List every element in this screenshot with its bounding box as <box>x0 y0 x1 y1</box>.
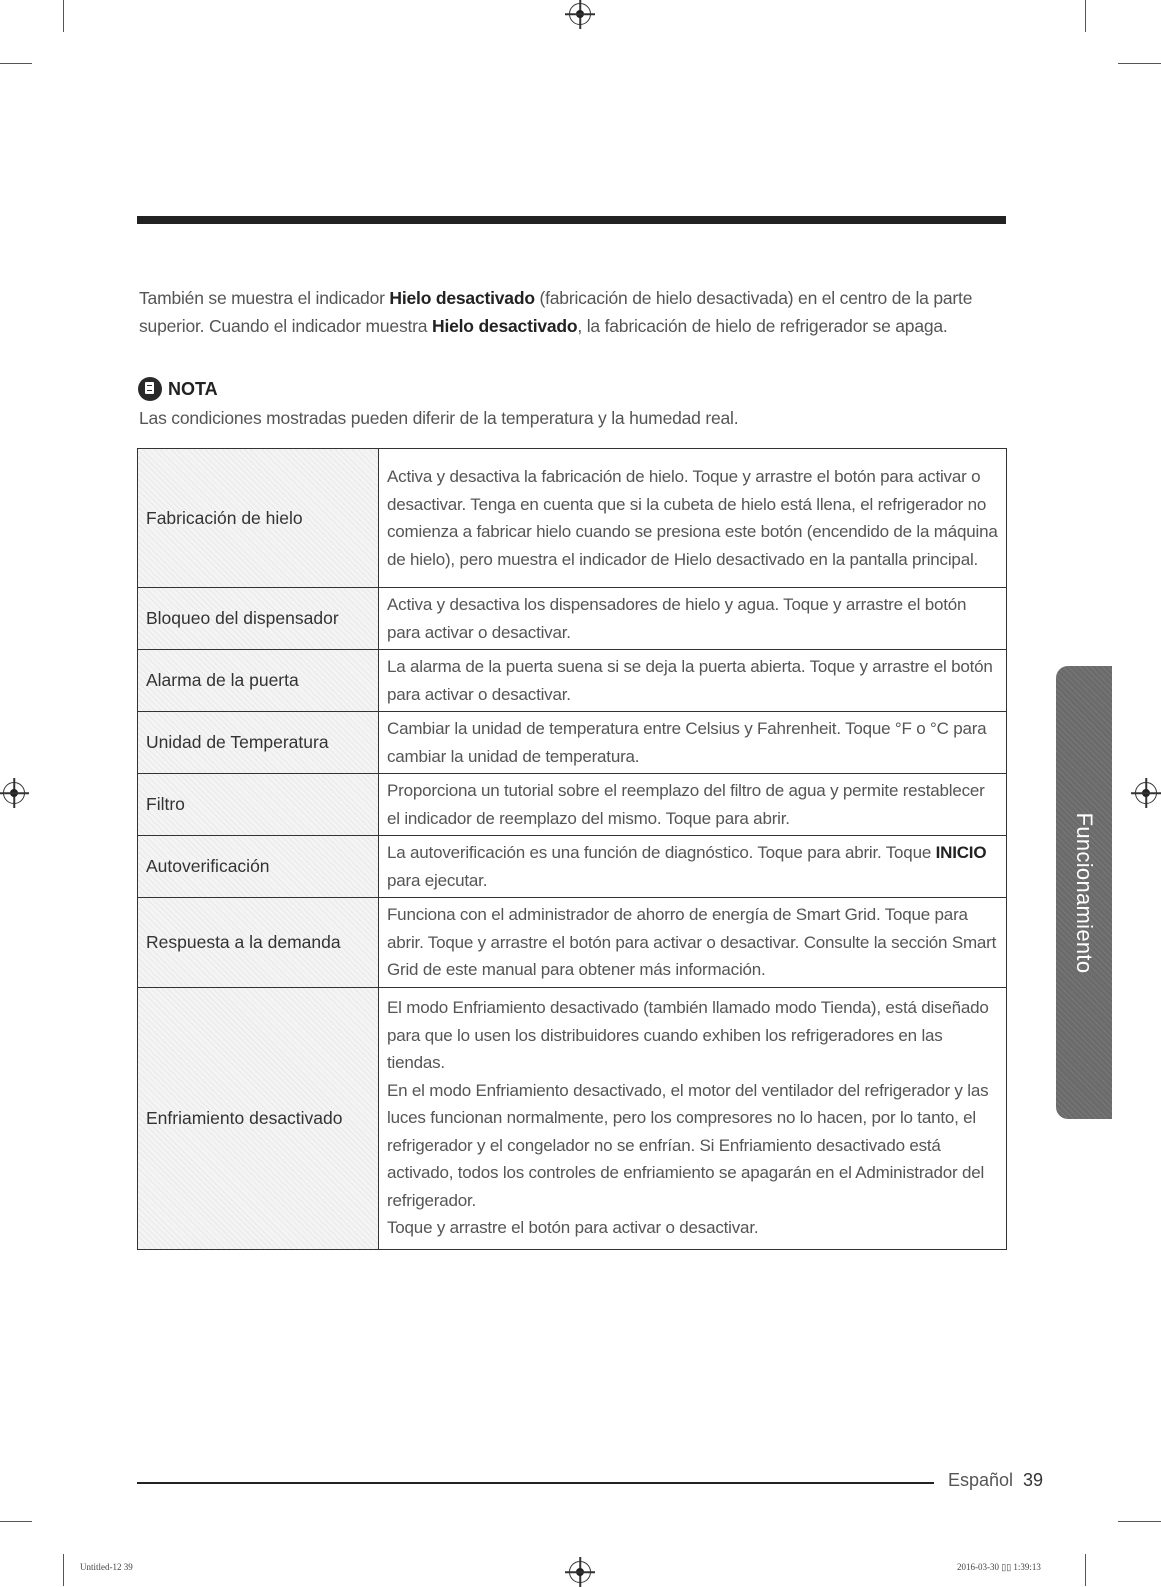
footer-language: Español <box>948 1470 1014 1490</box>
intro-text: , la fabricación de hielo de refrigerador se apaga. <box>577 316 948 336</box>
feature-description-paragraph: En el modo Enfriamiento desactivado, el motor del ventilador del refrigerador y las luces funcionan normalmente, pero los compresores no lo hacen, por lo tanto, el refrigerador y el congelador no se enfrían. Si Enfriamiento desactivado está activado, todos los controles de enfriamiento se apagarán en el Administrador del refrigerador. <box>387 1080 989 1210</box>
feature-description: Funciona con el administrador de ahorro de energía de Smart Grid. Toque para abrir. Toque y arrastre el botón para activar o desactivar. Consulte la sección Smart Grid de este manual para obtener más información. <box>379 898 1007 988</box>
intro-text: También se muestra el indicador <box>139 288 390 308</box>
feature-description <box>379 836 1007 898</box>
note-label: NOTA <box>168 378 218 399</box>
feature-name: Fabricación de hielo <box>138 449 379 588</box>
section-top-bar <box>137 216 1006 224</box>
crop-mark <box>1118 63 1161 64</box>
feature-description-text: La autoverificación es una función de diagnóstico. Toque para abrir. Toque <box>387 843 936 862</box>
feature-description: Proporciona un tutorial sobre el reemplazo del filtro de agua y permite restablecer el indicador de reemplazo del mismo. Toque para abrir. <box>379 774 1007 836</box>
crop-mark <box>63 0 64 32</box>
feature-description-paragraph: El modo Enfriamiento desactivado (también llamado modo Tienda), está diseñado para que lo usen los distribuidores cuando exhiben los refrigeradores en las tiendas. <box>387 998 989 1073</box>
crop-mark <box>1085 0 1086 32</box>
feature-table <box>137 448 1007 1250</box>
table-row <box>138 712 1007 774</box>
table-row <box>138 987 1007 1249</box>
feature-name: Bloqueo del dispensador <box>138 588 379 650</box>
feature-description: Activa y desactiva la fabricación de hielo. Toque y arrastre el botón para activar o desactivar. Tenga en cuenta que si la cubeta de hielo está llena, el refrigerador no comienza a fabricar hielo cuando se presiona este botón (encendido de la máquina de hielo), pero muestra el indicador de Hielo desactivado en la pantalla principal. <box>379 449 1007 588</box>
feature-name: Autoverificación <box>138 836 379 898</box>
crop-mark <box>1085 1554 1086 1586</box>
chapter-side-tab-label: Funcionamiento <box>1072 812 1097 973</box>
crop-mark <box>1118 1521 1161 1522</box>
feature-name: Enfriamiento desactivado <box>138 987 379 1249</box>
feature-name: Unidad de Temperatura <box>138 712 379 774</box>
registration-mark-icon <box>569 1561 591 1583</box>
table-row <box>138 650 1007 712</box>
table-row <box>138 774 1007 836</box>
note-heading <box>138 376 218 402</box>
print-slug-right: 2016-03-30 ▯▯ 1:39:13 <box>957 1562 1041 1572</box>
feature-description: La alarma de la puerta suena si se deja la puerta abierta. Toque y arrastre el botón para activar o desactivar. <box>379 650 1007 712</box>
feature-description-highlight: INICIO <box>935 843 987 862</box>
table-row <box>138 588 1007 650</box>
feature-description <box>379 987 1007 1249</box>
registration-mark-icon <box>1135 782 1157 804</box>
table-row <box>138 898 1007 988</box>
registration-mark-icon <box>3 782 25 804</box>
page-number: 39 <box>1023 1470 1044 1490</box>
table-row <box>138 836 1007 898</box>
feature-name: Respuesta a la demanda <box>138 898 379 988</box>
feature-description-text: para ejecutar. <box>387 870 488 890</box>
chapter-side-tab <box>1056 666 1112 1119</box>
intro-text: (fabricación de hielo desactivada) en el centro de la parte superior. Cuando el indicador muestra <box>139 288 973 336</box>
footer-rule <box>137 1482 934 1484</box>
feature-description: Cambiar la unidad de temperatura entre Celsius y Fahrenheit. Toque °F o °C para cambiar la unidad de temperatura. <box>379 712 1007 774</box>
intro-paragraph <box>139 284 1009 340</box>
note-icon <box>138 377 162 401</box>
feature-description: Activa y desactiva los dispensadores de hielo y agua. Toque y arrastre el botón para activar o desactivar. <box>379 588 1007 650</box>
feature-description-paragraph: Toque y arrastre el botón para activar o desactivar. <box>387 1218 759 1238</box>
crop-mark <box>63 1554 64 1586</box>
crop-mark <box>0 63 32 64</box>
note-text: Las condiciones mostradas pueden diferir de la temperatura y la humedad real. <box>139 408 739 428</box>
intro-highlight: Hielo desactivado <box>432 316 578 336</box>
registration-mark-icon <box>569 3 591 25</box>
feature-name: Alarma de la puerta <box>138 650 379 712</box>
crop-mark <box>0 1521 32 1522</box>
table-row <box>138 449 1007 588</box>
feature-name: Filtro <box>138 774 379 836</box>
print-slug-left: Untitled-12 39 <box>80 1562 133 1572</box>
intro-highlight: Hielo desactivado <box>389 288 535 308</box>
